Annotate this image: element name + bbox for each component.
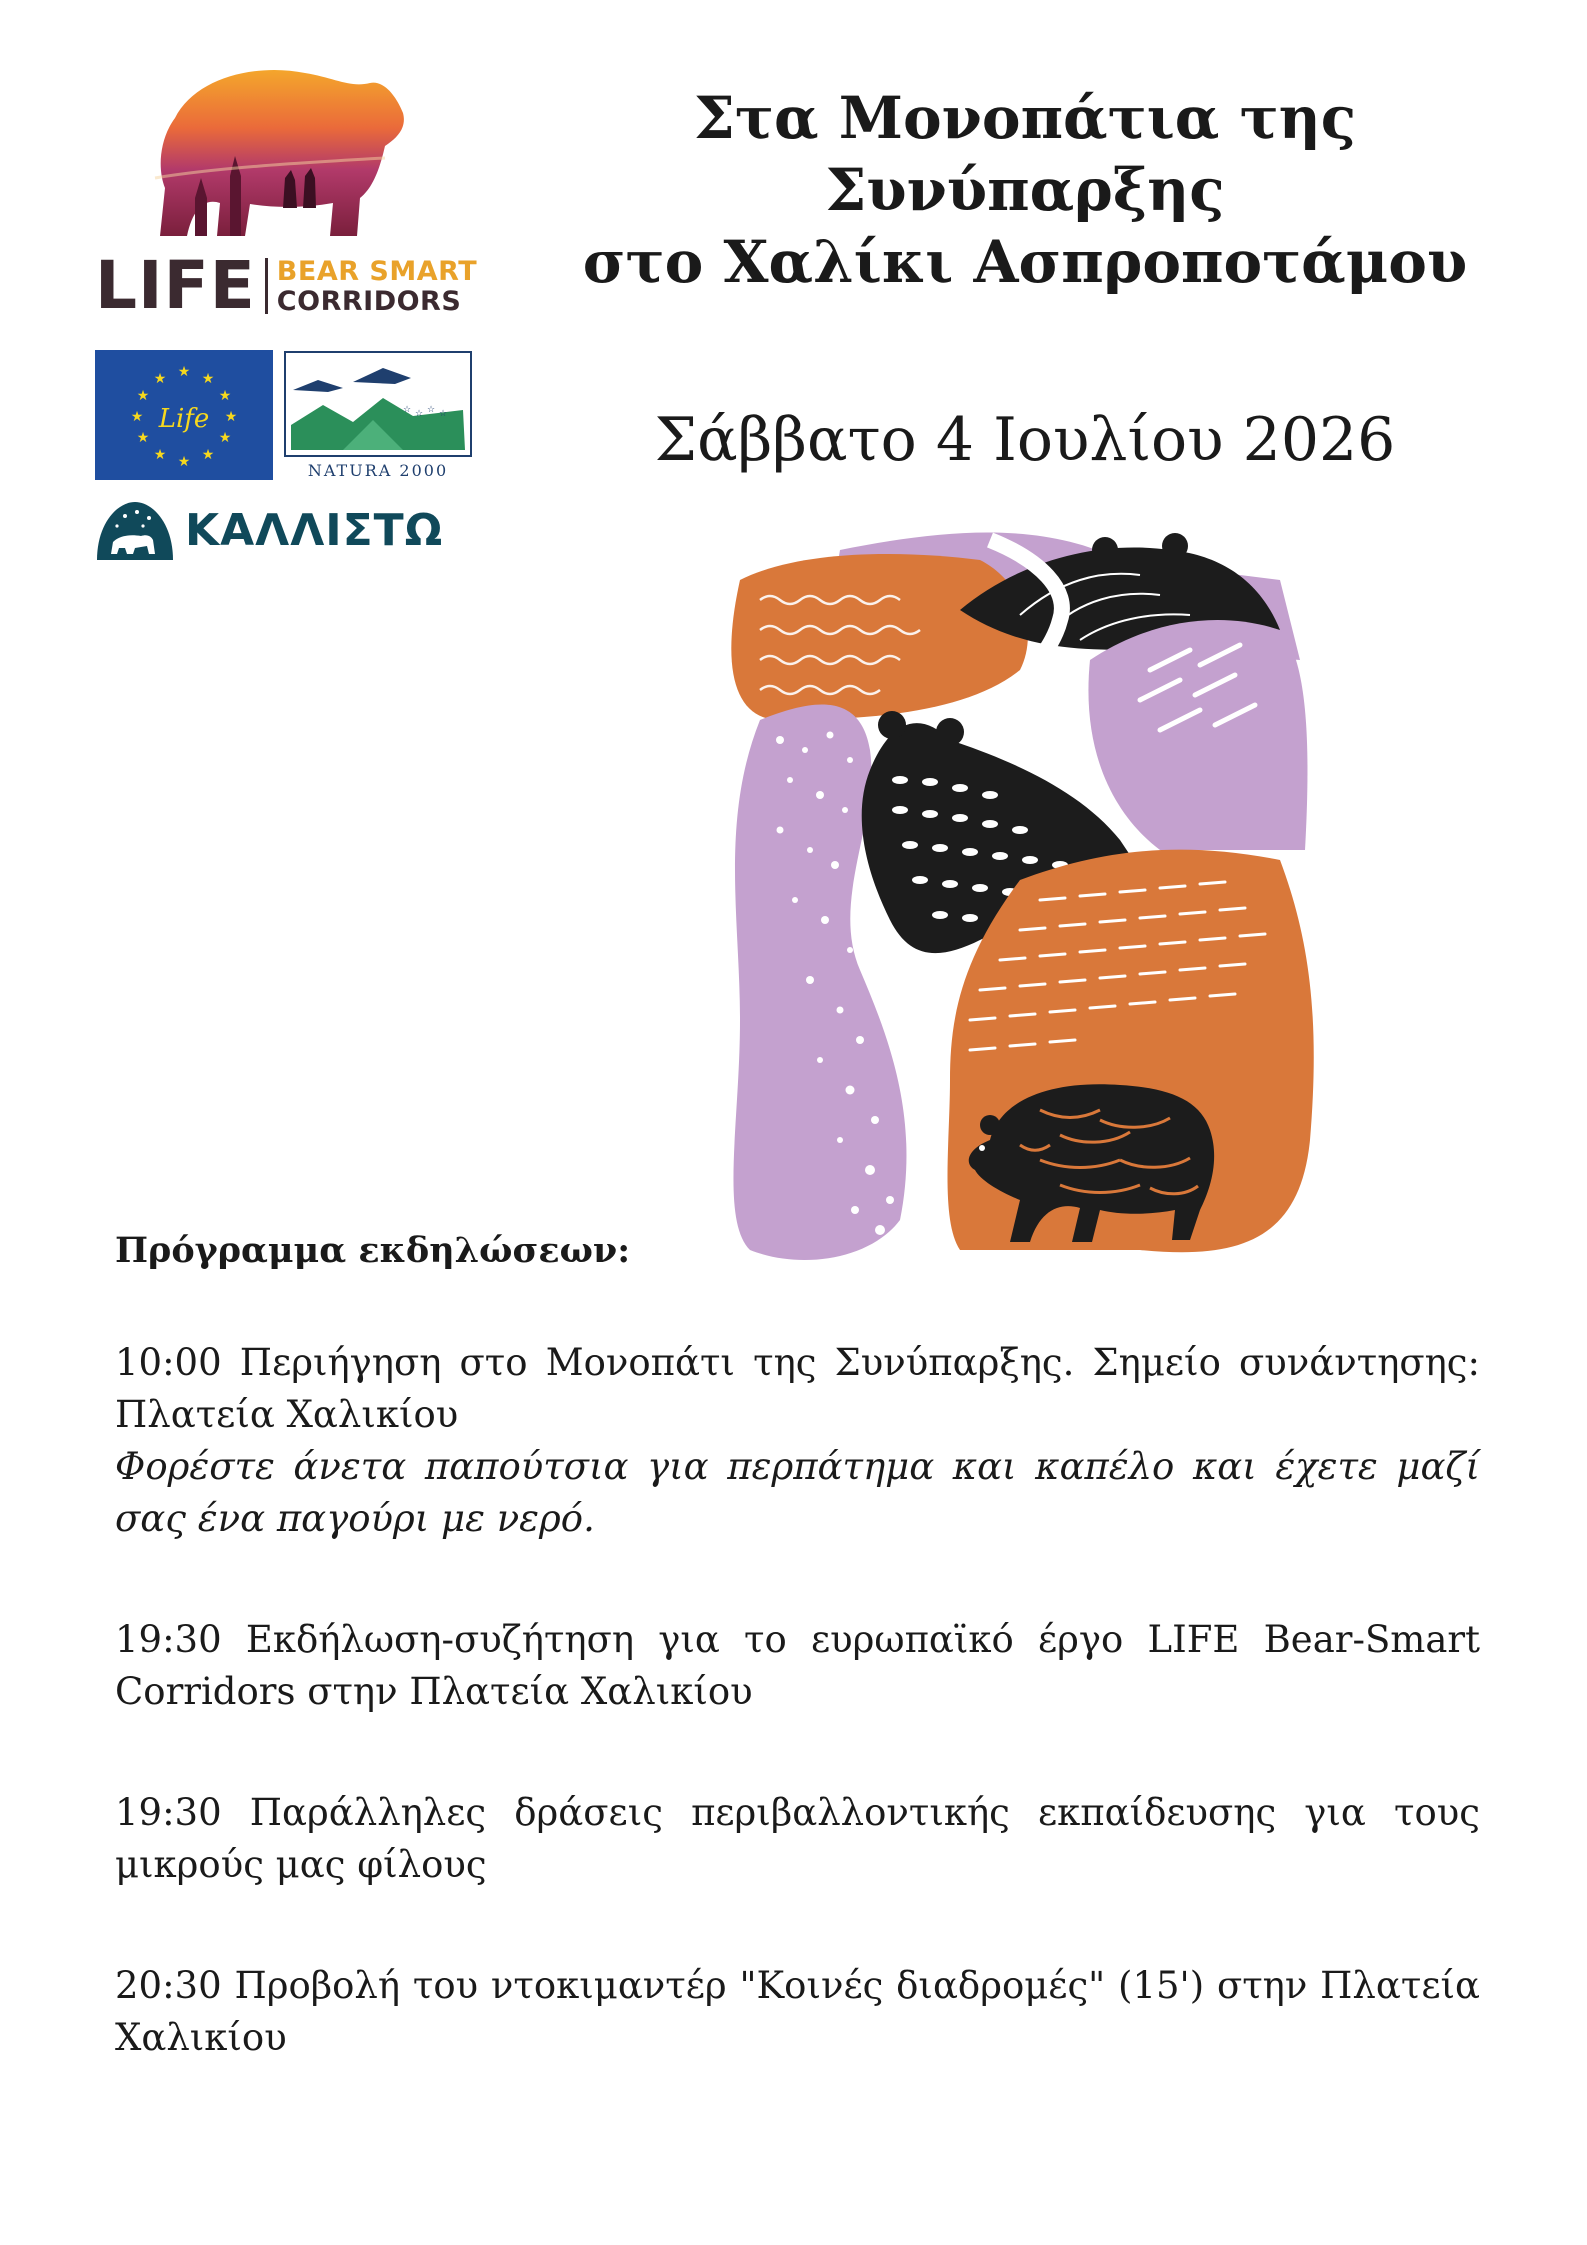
program-item bbox=[115, 1614, 1480, 1718]
program-item-note: Φορέστε άνετα παπούτσια για περπάτημα και καπέλο και έχετε μαζί σας ένα παγούρι με νερό. bbox=[115, 1445, 1480, 1540]
event-program bbox=[115, 1225, 1480, 2133]
svg-text:★: ★ bbox=[177, 364, 191, 380]
svg-text:☆: ☆ bbox=[403, 405, 412, 415]
svg-text:★: ★ bbox=[201, 371, 215, 387]
svg-text:☆: ☆ bbox=[415, 409, 424, 419]
eu-life-flag-logo bbox=[95, 350, 273, 480]
event-date: Σάββατο 4 Ιουλίου 2026 bbox=[654, 405, 1396, 475]
eu-flag-text: Life bbox=[158, 404, 210, 434]
program-item bbox=[115, 1337, 1480, 1545]
svg-text:★: ★ bbox=[218, 430, 232, 446]
life-bear-smart-wordmark bbox=[95, 247, 478, 324]
svg-text:☆: ☆ bbox=[439, 409, 448, 419]
svg-text:★: ★ bbox=[130, 409, 144, 425]
svg-text:★: ★ bbox=[136, 430, 150, 446]
bear-smart-text: BEAR SMART bbox=[276, 255, 478, 287]
svg-text:☆: ☆ bbox=[427, 405, 436, 415]
svg-text:★: ★ bbox=[153, 447, 167, 463]
svg-text:★: ★ bbox=[153, 371, 167, 387]
program-item-text: 10:00 Περιήγηση στο Μονοπάτι της Συνύπαρξης. Σημείο συνάντησης: Πλατεία Χαλικίου bbox=[115, 1341, 1480, 1436]
kallisto-text: ΚΑΛΛΙΣΤΩ bbox=[185, 504, 444, 556]
wordmark-divider bbox=[265, 258, 268, 314]
life-bear-logo bbox=[135, 58, 415, 243]
logos-column bbox=[95, 58, 485, 556]
svg-text:★: ★ bbox=[218, 388, 232, 404]
kallisto-bear-icon bbox=[95, 498, 175, 562]
title-line-2: Συνύπαρξης bbox=[825, 156, 1225, 224]
life-word: LIFE bbox=[95, 247, 256, 324]
svg-text:★: ★ bbox=[201, 447, 215, 463]
svg-text:★: ★ bbox=[136, 388, 150, 404]
natura-2000-text: NATURA 2000 bbox=[307, 461, 449, 480]
natura-2000-logo bbox=[283, 350, 473, 480]
program-item-text: 19:30 Εκδήλωση-συζήτηση για το ευρωπαϊκό έργο LIFE Bear-Smart Corridors στην Πλατεία Χαλικίου bbox=[115, 1618, 1480, 1713]
program-item-text: 20:30 Προβολή του ντοκιμαντέρ "Κοινές διαδρομές" (15') στην Πλατεία Χαλικίου bbox=[115, 1964, 1480, 2059]
program-item-text: 19:30 Παράλληλες δράσεις περιβαλλοντικής εκπαίδευσης για τους μικρούς μας φίλους bbox=[115, 1791, 1480, 1886]
title-line-1: Στα Μονοπάτια της bbox=[693, 84, 1357, 152]
bear-landscape-illustration bbox=[720, 520, 1320, 1270]
title-line-3: στο Χαλίκι Ασπροποτάμου bbox=[582, 228, 1468, 296]
event-title bbox=[505, 82, 1545, 298]
program-heading: Πρόγραμμα εκδηλώσεων: bbox=[115, 1230, 631, 1271]
program-item bbox=[115, 1960, 1480, 2064]
kallisto-logo bbox=[95, 498, 443, 562]
svg-text:★: ★ bbox=[177, 454, 191, 470]
program-item bbox=[115, 1787, 1480, 1891]
corridors-text: CORRIDORS bbox=[276, 285, 462, 317]
svg-text:★: ★ bbox=[224, 409, 238, 425]
